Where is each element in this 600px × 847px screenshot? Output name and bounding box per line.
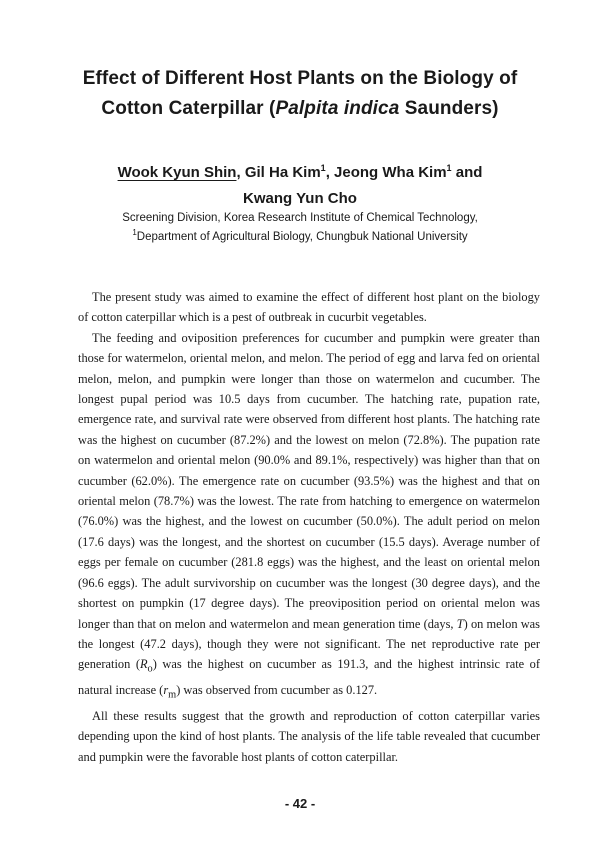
title-line-2-end: Saunders) (399, 98, 499, 119)
author-2: Gil Ha Kim (244, 164, 321, 181)
affiliation-2 (0, 228, 600, 247)
author-separator: , (325, 164, 335, 181)
title-line-2 (0, 94, 600, 124)
author-conjunction: and (451, 164, 483, 181)
affiliation-1: Screening Division, Korea Research Institute of Chemical Technology, (122, 212, 478, 224)
abstract-text: ) was the highest on cucumber as 191.3, and the highest intrinsic rate of natural increase ( (78, 657, 541, 698)
abstract-text: ) on melon was the longest (47.2 days), though they were not significant. The net reproductive rate per generation ( (78, 616, 540, 672)
affiliation-marker: 1 (446, 163, 452, 173)
title-line-2-start: Cotton Caterpillar ( (101, 98, 276, 119)
affiliation-2-text: Department of Agricultural Biology, Chungbuk National University (136, 231, 468, 243)
author-list (0, 160, 600, 212)
title-line-1: Effect of Different Host Plants on the Biology of (82, 68, 518, 89)
author-line-1 (0, 160, 600, 186)
symbol-generation-time: T (456, 616, 464, 631)
abstract (78, 287, 540, 767)
symbol-net-reproductive-rate: R (139, 657, 148, 672)
abstract-text: ) was observed from cucumber as 0.127. (176, 683, 378, 698)
author-separator: , (236, 164, 245, 181)
symbol-subscript: o (147, 663, 153, 675)
author-3: Jeong Wha Kim (334, 164, 447, 181)
affiliations (0, 209, 600, 247)
affiliation-marker: 1 (320, 163, 326, 173)
page-number: - 42 - (284, 796, 316, 811)
symbol-subscript: m (168, 689, 177, 701)
paper-title (0, 64, 600, 124)
abstract-paragraph-3: All these results suggest that the growth and reproduction of cotton caterpillar varies depending upon the kind of host plants. The analysis of the life table revealed that cucumber and pumpkin were the favorable host plants of cotton caterpillar. (78, 709, 540, 764)
abstract-paragraph-2 (78, 328, 540, 706)
symbol-intrinsic-rate: r (163, 683, 169, 698)
abstract-text: The feeding and oviposition preferences for cucumber and pumpkin were greater than those for watermelon, oriental melon, and melon. The period of egg and larva fed on oriental melon, melon, and pumpkin were longer than those on watermelon and cucumber. The longest pupal period was 10.5 days from cucumber. The hatching rate, pupation rate, emergence rate, and survival rate were observed from different host plants. The hatching rate was the highest on cucumber (87.2%) and the lowest on melon (72.8%). The pupation rate on watermelon and oriental melon (90.0% and 89.1%, respectively) was higher than that on cucumber (62.0%). The emergence rate on cucumber (93.5%) was the highest and that on oriental melon (78.7%) was the lowest. The rate from hatching to emergence on watermelon (76.0%) was the highest, and the lowest on cucumber (50.0%). The adult period on melon (17.6 days) was the longest, and the shortest on cucumber (15.5 days). Average number of eggs per female on cucumber (281.8 eggs) was the highest, and the least on oriental melon (96.6 eggs). The adult survivorship on cucumber was the longest (30 degree days), and the shortest on pumpkin (17 degree days). The preoviposition period on oriental melon was longer than that on melon and watermelon and mean generation time (days, (78, 330, 540, 631)
author-1: Wook Kyun Shin (117, 164, 237, 181)
affiliation-marker: 1 (132, 228, 137, 238)
author-4: Kwang Yun Cho (243, 190, 357, 207)
species-name: Palpita indica (275, 98, 400, 119)
abstract-paragraph-1: The present study was aimed to examine the effect of different host plant on the biology of cotton caterpillar which is a pest of outbreak in cucurbit vegetables. (78, 290, 540, 325)
